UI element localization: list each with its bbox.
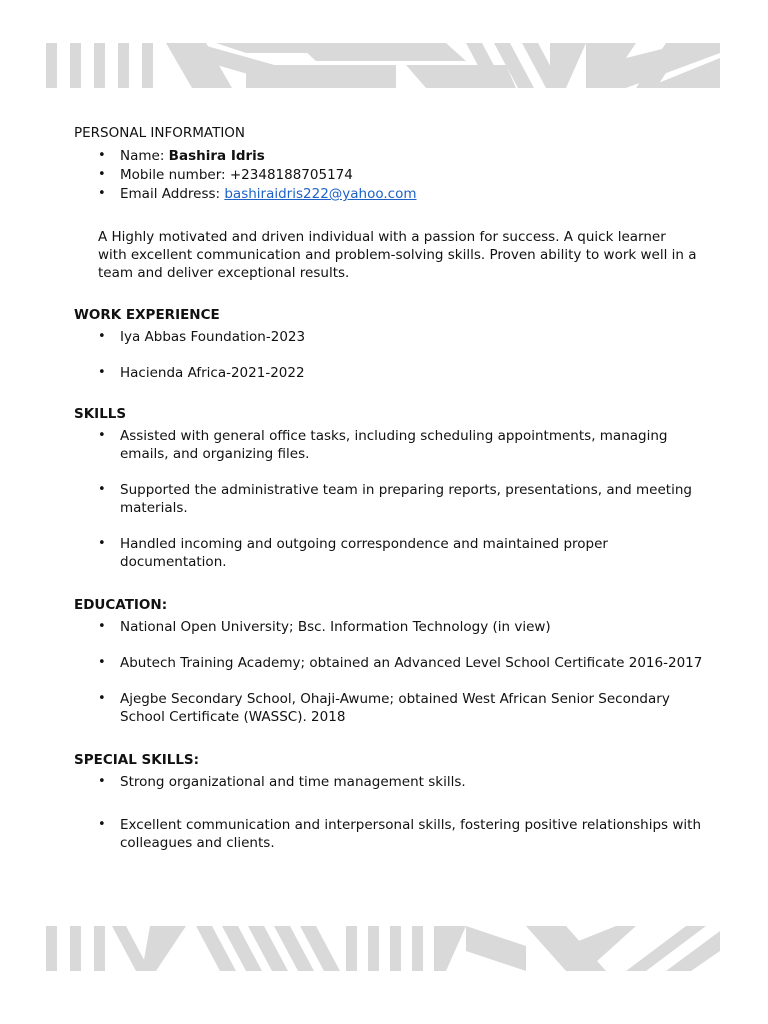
list-item: • Handled incoming and outgoing correspondence and maintained proper documentation. bbox=[98, 536, 608, 570]
list-item: • Mobile number: +2348188705174 bbox=[98, 167, 353, 183]
section-heading-personal: PERSONAL INFORMATION bbox=[74, 125, 246, 141]
section-heading-skills: SKILLS bbox=[74, 406, 127, 422]
list-item: • Name: Bashira Idris bbox=[98, 148, 265, 164]
section-heading-work: WORK EXPERIENCE bbox=[74, 307, 220, 323]
resume-body bbox=[74, 124, 704, 852]
skills-list bbox=[74, 427, 704, 571]
work-list bbox=[74, 328, 704, 382]
top-decorative-band bbox=[46, 43, 720, 88]
personal-information-section bbox=[74, 124, 704, 282]
list-item: • National Open University; Bsc. Information Technology (in view) bbox=[98, 619, 551, 635]
special-skills-list bbox=[74, 773, 704, 852]
work-experience-section bbox=[74, 306, 704, 382]
list-item: • Assisted with general office tasks, including scheduling appointments, managing emails, and organizing files. bbox=[98, 428, 668, 462]
section-heading-special-skills: SPECIAL SKILLS: bbox=[74, 752, 200, 768]
skills-section bbox=[74, 405, 704, 571]
education-list bbox=[74, 618, 704, 726]
email-link[interactable]: bashiraidris222@yahoo.com bbox=[224, 186, 417, 202]
mobile-number: Mobile number: +2348188705174 bbox=[120, 167, 353, 183]
name-value: Bashira Idris bbox=[168, 148, 265, 164]
special-skills-section bbox=[74, 751, 704, 852]
list-item: • Strong organizational and time management skills. bbox=[98, 774, 466, 790]
list-item: • Email Address: bashiraidris222@yahoo.com bbox=[98, 186, 417, 202]
list-item: • Excellent communication and interpersonal skills, fostering positive relationships with colleagues and clients. bbox=[98, 817, 702, 851]
list-item: • Iya Abbas Foundation-2023 bbox=[98, 329, 306, 345]
bottom-decorative-band bbox=[46, 926, 720, 971]
list-item: • Supported the administrative team in preparing reports, presentations, and meeting materials. bbox=[98, 482, 692, 516]
summary-paragraph: A Highly motivated and driven individual with a passion for success. A quick learner with excellent communication and problem-solving skills. Proven ability to work well in a team and deliver exceptional results. bbox=[98, 229, 697, 281]
section-heading-education: EDUCATION: bbox=[74, 597, 168, 613]
list-item: • Hacienda Africa-2021-2022 bbox=[98, 365, 305, 381]
list-item: • Abutech Training Academy; obtained an Advanced Level School Certificate 2016-2017 bbox=[98, 655, 703, 671]
list-item: • Ajegbe Secondary School, Ohaji-Awume; obtained West African Senior Secondary School Certificate (WASSC). 2018 bbox=[98, 691, 670, 725]
education-section bbox=[74, 596, 704, 726]
personal-list bbox=[74, 147, 704, 203]
